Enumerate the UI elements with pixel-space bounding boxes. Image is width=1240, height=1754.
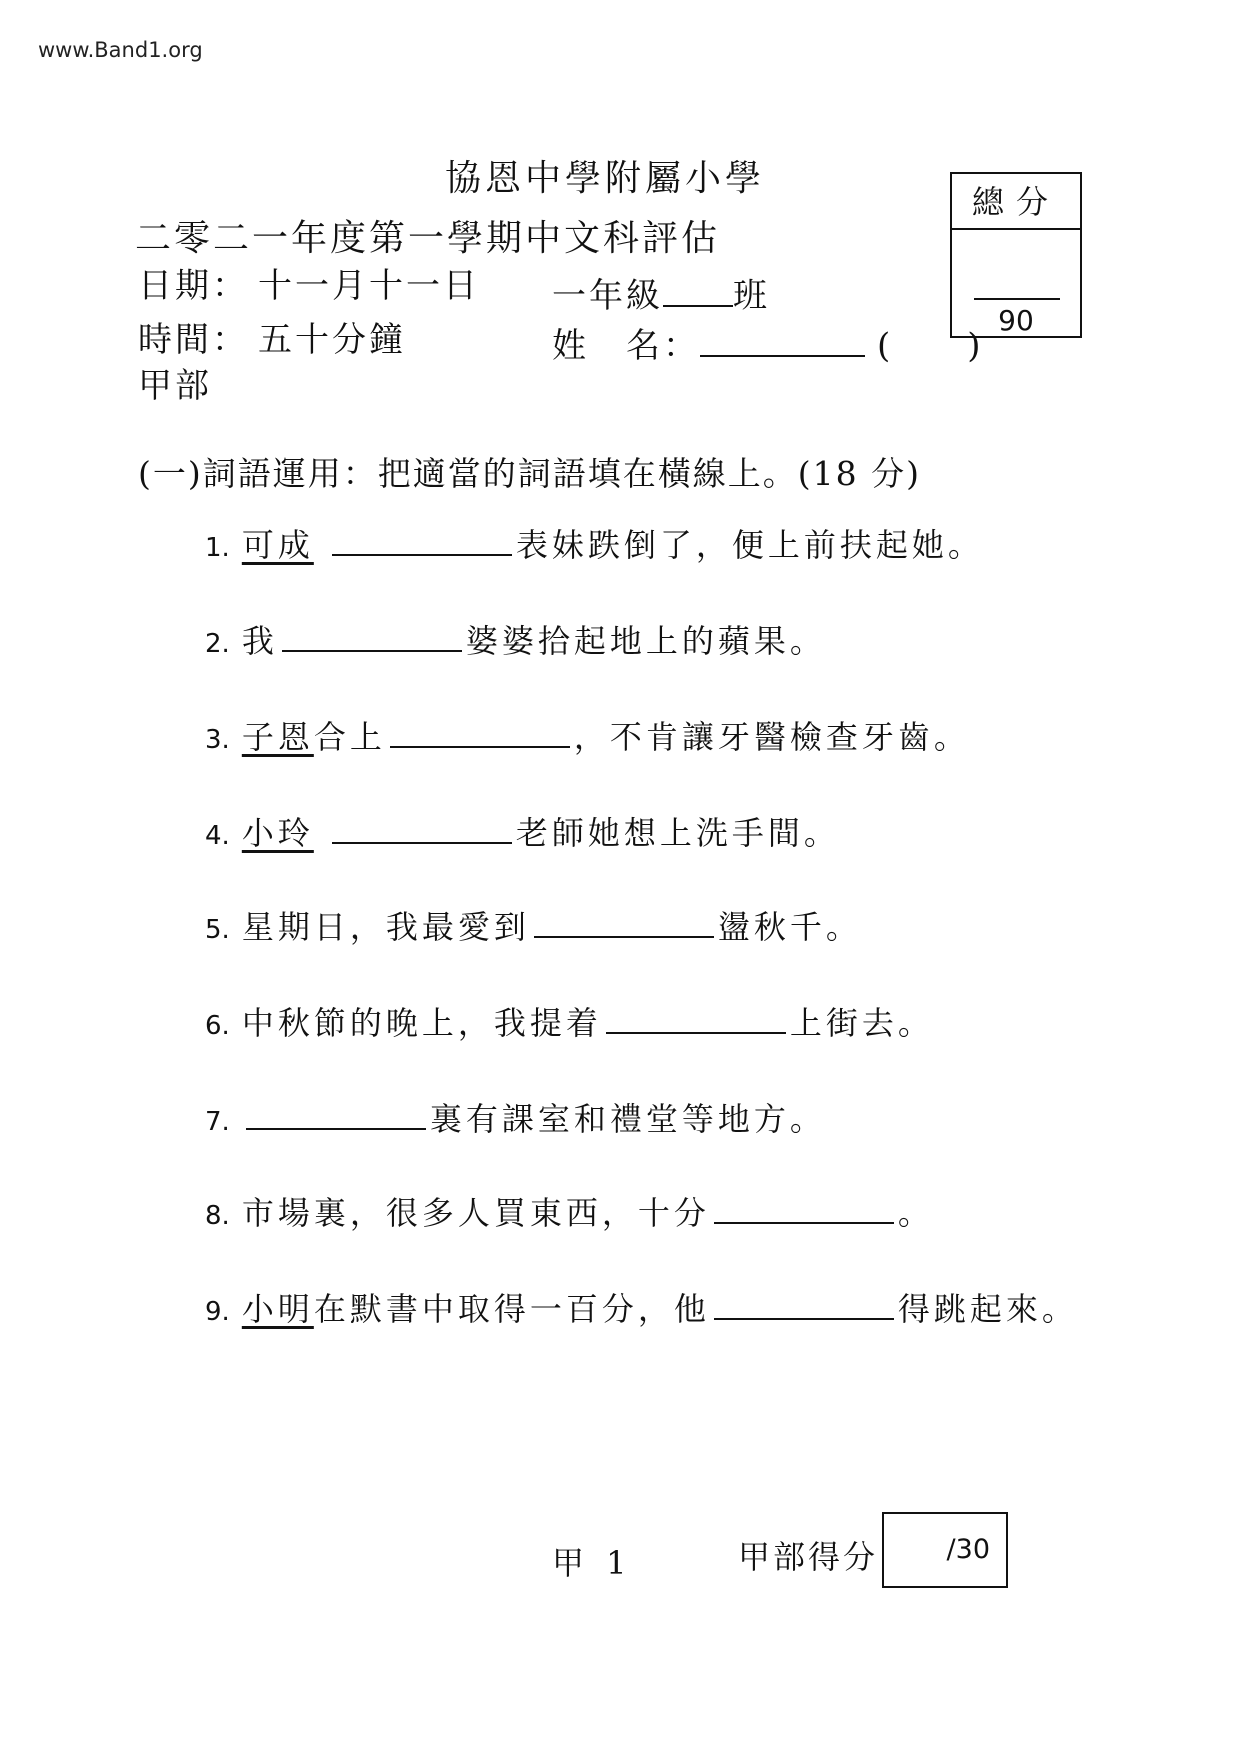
name-field: [552, 318, 984, 367]
answer-blank[interactable]: [282, 622, 462, 652]
item-number: 2.: [205, 629, 230, 659]
section-label: 甲部: [138, 366, 212, 406]
section-score-label: 甲部得分: [738, 1538, 879, 1576]
school-name: 協恩中學附屬小學: [445, 158, 766, 199]
item-post-text: 裏有課室和禮堂等地方。: [429, 1100, 826, 1138]
total-score-blank[interactable]: [974, 298, 1060, 300]
item-post-text: 婆婆拾起地上的蘋果。: [465, 622, 826, 660]
answer-blank[interactable]: [246, 1100, 426, 1130]
section-score-box[interactable]: /30: [882, 1512, 1008, 1588]
class-number-paren: ( ): [877, 326, 984, 366]
answer-blank[interactable]: [714, 1194, 894, 1224]
item-number: 9.: [205, 1297, 230, 1327]
name-label: 姓 名：: [552, 326, 700, 366]
answer-blank[interactable]: [606, 1004, 786, 1034]
item-underlined-name: 可成: [241, 526, 314, 564]
date-value: 十一月十一日: [258, 266, 480, 306]
item-number: 4.: [205, 821, 230, 851]
list-item: [205, 902, 862, 948]
item-post-text: ，不肯讓牙醫檢查牙齒。: [573, 718, 970, 756]
item-pre-text: 中秋節的晚上，我提着: [241, 1004, 602, 1042]
list-item: [205, 808, 840, 854]
answer-blank[interactable]: [390, 718, 570, 748]
answer-blank[interactable]: [332, 814, 512, 844]
item-number: 6.: [205, 1011, 230, 1041]
item-pre-text: 合上: [313, 718, 386, 756]
class-blank[interactable]: [663, 279, 733, 307]
list-item: [205, 1188, 934, 1234]
item-pre-text: 星期日，我最愛到: [241, 908, 530, 946]
list-item: [205, 712, 970, 758]
item-underlined-name: 小明: [241, 1290, 314, 1328]
exam-title: 二零二一年度第一學期中文科評估: [135, 218, 721, 259]
list-item: [205, 1094, 826, 1140]
item-pre-text: 市場裏，很多人買東西，十分: [241, 1194, 710, 1232]
list-item: [205, 998, 934, 1044]
item-post-text: 老師她想上洗手間。: [515, 814, 840, 852]
class-field: [552, 268, 770, 317]
answer-blank[interactable]: [714, 1290, 894, 1320]
item-number: 8.: [205, 1201, 230, 1231]
list-item: [205, 1284, 1078, 1330]
date-label: 日期：: [138, 266, 249, 306]
list-item: [205, 616, 826, 662]
page-number: 甲 1: [552, 1544, 633, 1582]
item-underlined-name: 子恩: [241, 718, 314, 756]
item-pre-text: 我: [241, 622, 278, 660]
list-item: [205, 520, 984, 566]
item-number: 5.: [205, 915, 230, 945]
question-heading: (一)詞語運用：把適當的詞語填在橫線上。(18 分): [138, 454, 921, 493]
item-post-text: 上街去。: [789, 1004, 934, 1042]
item-pre-text: 在默書中取得一百分，他: [313, 1290, 710, 1328]
item-number: 3.: [205, 725, 230, 755]
item-number: 1.: [205, 533, 230, 563]
time-label: 時間：: [138, 320, 249, 360]
item-number: 7.: [205, 1107, 230, 1137]
name-blank[interactable]: [700, 329, 865, 357]
item-post-text: 表妹跌倒了，便上前扶起她。: [515, 526, 984, 564]
total-score-max: 90: [998, 304, 1034, 337]
item-underlined-name: 小玲: [241, 814, 314, 852]
item-post-text: 。: [897, 1194, 934, 1232]
class-suffix: 班: [733, 276, 770, 316]
watermark-url: www.Band1.org: [38, 38, 203, 62]
total-score-box: [950, 172, 1082, 338]
answer-blank[interactable]: [332, 526, 512, 556]
item-post-text: 得跳起來。: [897, 1290, 1078, 1328]
grade-label: 一年級: [552, 276, 663, 316]
time-value: 五十分鐘: [258, 320, 406, 360]
answer-blank[interactable]: [534, 908, 714, 938]
total-score-label: 總分: [952, 174, 1080, 230]
item-post-text: 盪秋千。: [717, 908, 862, 946]
